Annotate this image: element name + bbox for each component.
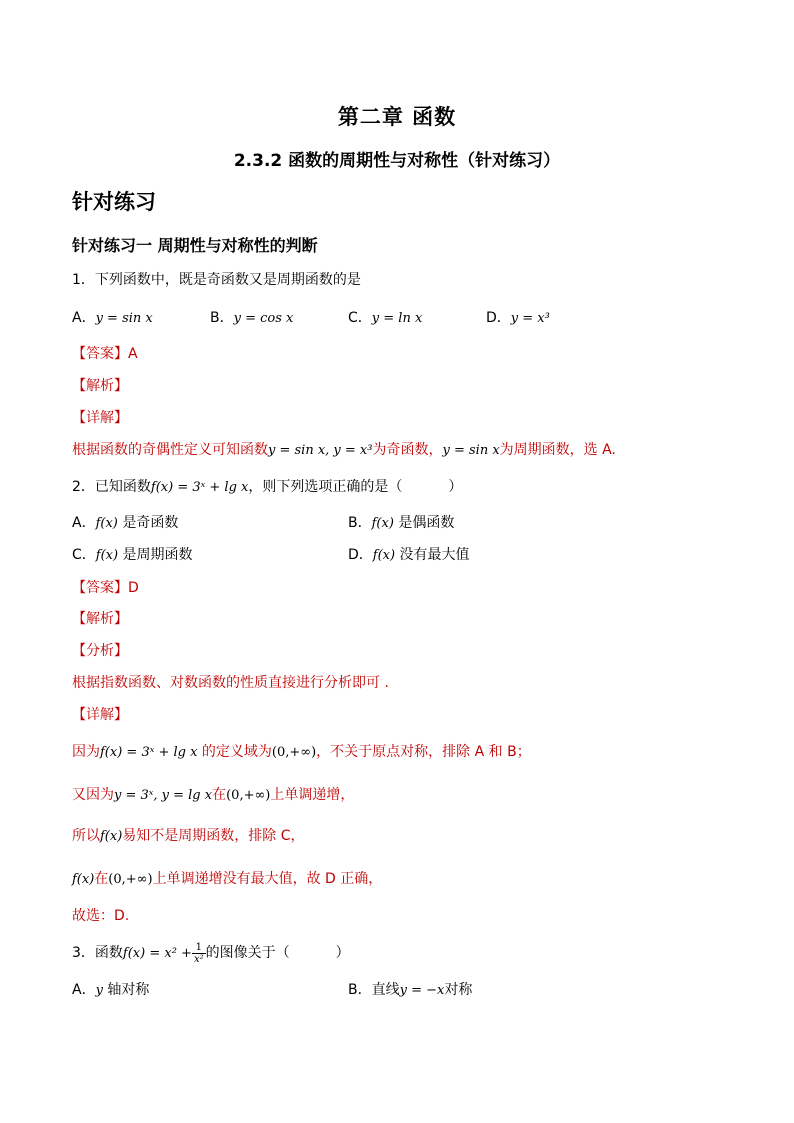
- q2-detail-line3: 所以f(x)易知不是周期函数，排除 C，: [72, 828, 305, 844]
- q2-detail-tag: 【详解】: [72, 707, 128, 723]
- q2-stem: 2．已知函数f(x) = 3ˣ + lg x，则下列选项正确的是（ ）: [72, 479, 463, 495]
- q1-option-d: D．y = x³: [486, 310, 550, 326]
- q1-option-b: B．y = cos x: [210, 310, 294, 326]
- q2-option-b: B．f(x) 是偶函数: [348, 515, 455, 531]
- q3-option-a: A．y 轴对称: [72, 982, 150, 998]
- q1-stem: 1．下列函数中，既是奇函数又是周期函数的是: [72, 272, 361, 288]
- q3-option-b: B．直线y = −x对称: [348, 982, 473, 998]
- q1-answer: 【答案】A: [72, 346, 138, 362]
- q2-answer: 【答案】D: [72, 580, 139, 596]
- q2-option-d: D．f(x) 没有最大值: [348, 547, 470, 563]
- q1-option-c: C．y = ln x: [348, 310, 423, 326]
- q2-detail-line2: 又因为y = 3ˣ, y = lg x在(0,+∞)上单调递增，: [72, 787, 355, 803]
- chapter-title: 第二章 函数: [337, 105, 457, 129]
- q3-fraction: $\frac{1}{\text{x²}}$: [193, 941, 204, 965]
- section-title: 2.3.2 函数的周期性与对称性（针对练习）: [233, 151, 561, 171]
- q1-detail-tag: 【详解】: [72, 410, 128, 426]
- q1-detail: 根据函数的奇偶性定义可知函数y = sin x, y = x³为奇函数，y = sin x为周期函数，选 A.: [72, 442, 616, 458]
- q2-fenxi: 根据指数函数、对数函数的性质直接进行分析即可 .: [72, 675, 389, 691]
- q2-analysis-tag: 【解析】: [72, 611, 128, 627]
- q2-detail-line1: 因为f(x) = 3ˣ + lg x 的定义域为(0,+∞)，不关于原点对称，排除 A 和 B；: [72, 744, 531, 760]
- q1-option-a: A．y = sin x: [72, 310, 153, 326]
- q3-stem: 3．函数f(x) = x² + $\frac{1}{\text{x²}}$ 的图像关于（ ）: [72, 941, 350, 965]
- q2-fenxi-tag: 【分析】: [72, 643, 128, 659]
- practice-subheading: 针对练习一 周期性与对称性的判断: [72, 236, 318, 255]
- q2-option-a: A．f(x) 是奇函数: [72, 515, 179, 531]
- q2-detail-line4: f(x)在(0,+∞)上单调递增没有最大值，故 D 正确，: [72, 871, 383, 887]
- q2-detail-line5: 故选：D.: [72, 908, 130, 924]
- q2-option-c: C．f(x) 是周期函数: [72, 547, 193, 563]
- q1-analysis-tag: 【解析】: [72, 378, 128, 394]
- practice-heading: 针对练习: [72, 190, 156, 214]
